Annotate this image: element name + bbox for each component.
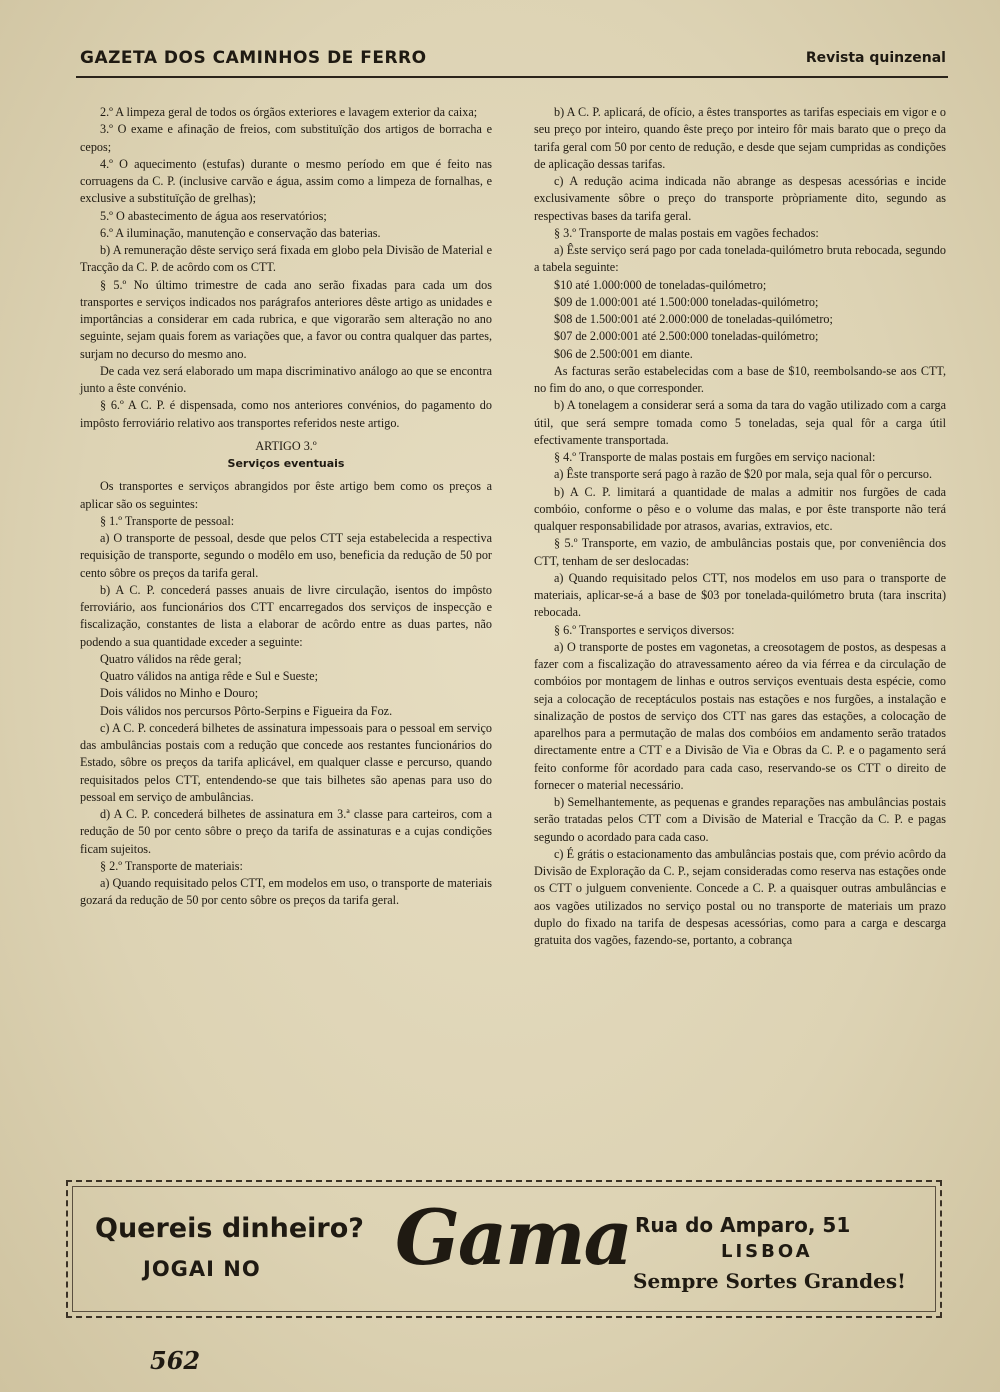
- paragraph: As facturas serão estabelecidas com a base de $10, reembolsando-se aos CTT, no fim do ano, o que corresponder.: [534, 363, 946, 395]
- paragraph: § 4.º Transporte de malas postais em furgões em serviço nacional:: [554, 450, 876, 464]
- page-header: [76, 46, 948, 78]
- paragraph: 3.º O exame e afinação de freios, com substituïção dos artigos de borracha e cepos;: [80, 122, 492, 154]
- ad-call-to-action: JOGAI NO: [143, 1257, 261, 1281]
- paragraph: b) A C. P. limitará a quantidade de malas a admitir nos furgões de cada combóio, conforme o pêso e o volume das malas, e por êste transporte não terá qualquer responsabilidade por atrasos, avarias, extravios, etc.: [534, 484, 946, 533]
- tariff-row: $09 de 1.000:001 até 1.500:000 toneladas-quilómetro;: [554, 294, 819, 309]
- paragraph: b) A remuneração dêste serviço será fixada em globo pela Divisão de Material e Tracção da C. P. de acôrdo com os CTT.: [80, 243, 492, 275]
- paragraph: a) Quando requisitado pelos CTT, em modelos em uso, o transporte de materiais gozará da redução de 50 por cento sôbre os preços da tarifa geral.: [80, 876, 492, 908]
- ad-slogan: Sempre Sortes Grandes!: [633, 1269, 906, 1293]
- publication-subtitle: Revista quinzenal: [805, 50, 946, 66]
- list-item: Dois válidos nos percursos Pôrto-Serpins e Figueira da Foz.: [100, 703, 393, 718]
- tariff-row: $08 de 1.500:001 até 2.000:000 de toneladas-quilómetro;: [554, 312, 833, 326]
- paragraph: 2.º A limpeza geral de todos os órgãos exteriores e lavagem exterior da caixa;: [100, 105, 478, 119]
- paragraph: b) Semelhantemente, as pequenas e grandes reparações nas ambulâncias postais serão tratadas pelos CTT com a Divisão de Material e Tracção da C. P. e pagas segundo o acordado para cada caso.: [534, 795, 946, 844]
- paragraph: Os transportes e serviços abrangidos por êste artigo bem como os preços a aplicar são os seguintes:: [80, 479, 492, 511]
- advertisement-inner-frame: [72, 1186, 936, 1312]
- publication-title: GAZETA DOS CAMINHOS DE FERRO: [80, 48, 427, 68]
- tariff-row: $07 de 2.000:001 até 2.500:000 toneladas-quilómetro;: [554, 329, 819, 344]
- section-heading: Serviços eventuais: [227, 457, 345, 470]
- list-item: Quatro válidos na rêde geral;: [100, 651, 242, 666]
- paragraph: 5.º O abastecimento de água aos reservatórios;: [100, 208, 327, 223]
- article-heading: ARTIGO 3.º: [255, 438, 317, 453]
- ad-city: LISBOA: [721, 1241, 813, 1262]
- paragraph: § 2.º Transporte de materiais:: [100, 858, 243, 873]
- list-item: Dois válidos no Minho e Douro;: [100, 686, 259, 701]
- paragraph: § 6.º Transportes e serviços diversos:: [554, 622, 735, 637]
- paragraph: b) A tonelagem a considerar será a soma da tara do vagão utilizado com a carga útil, que será sempre tomada como 5 toneladas, seja qual fôr a carga útil efectivamente transportada.: [534, 398, 946, 447]
- paragraph: a) Êste transporte será pago à razão de $20 por mala, seja qual fôr o percurso.: [554, 467, 932, 482]
- page-number: 562: [150, 1346, 201, 1375]
- paragraph: c) É grátis o estacionamento das ambulâncias postais que, com prévio acôrdo da Divisão de Exploração da C. P., sejam consideradas como reserva nas estações onde os CTT o julguem conveniente. Concede a C. P. a quaisquer outras ambulâncias e aos vagões utilizados no serviço postal ou no transporte de materiais um prazo duplo do fixado na tarifa de despesas acessórias, como para a carga e descarga gratuita dos vagões, fazendo-se, portanto, a cobrança: [534, 846, 946, 947]
- paragraph: § 5.º No último trimestre de cada ano serão fixadas para cada um dos transportes e serviços indicados nos parágrafos anteriores dêste artigo as unidades e importâncias a considerar em cada rubrica, e que vigorarão sem alteração no ano seguinte, sejam quais forem as variações que, a favor ou contra qualquer das partes, surjam no decurso do mesmo ano.: [80, 277, 492, 361]
- paragraph: a) O transporte de postes em vagonetas, a creosotagem de postos, as despesas a fazer com a fiscalização do atravessamento aéreo da via férrea e da circulação de combóios por montagem de linhas e outros serviços eventuais desta espécie, como seja a colocação de receptáculos postais nas estações e nos furgões, a instalação e sinalização de postos de serviço dos CTT nas gares das estações, a colocação de aparelhos para a permutação de malas dos combóios em andamento serão tratados directamente entre a CTT e a Divisão de Via e Obras da C. P. e o pagamento será feito conforme fôr acordado para cada caso, reservando-se os CTT o direito de fornecer o material necessário.: [534, 639, 946, 792]
- paragraph: a) Quando requisitado pelos CTT, nos modelos em uso para o transporte de materiais, aplicar-se-á a base de $03 por tonelada-quilómetro bruta (tara inscrita) rebocada.: [534, 570, 946, 620]
- paragraph: § 5.º Transporte, em vazio, de ambulâncias postais que, por conveniência dos CTT, tenham de ser deslocadas:: [534, 536, 946, 568]
- ad-logo: Gama: [395, 1193, 631, 1282]
- right-text-column: [534, 104, 946, 949]
- paragraph: 4.º O aquecimento (estufas) durante o mesmo período em que é feito nas corruagens da C. P. (inclusive carvão e água, assim como a limpeza de fornalhas, e exclusive a substituïção de grelhas);: [80, 156, 492, 206]
- paragraph: § 3.º Transporte de malas postais em vagões fechados:: [554, 225, 819, 240]
- paragraph: § 6.º A C. P. é dispensada, como nos anteriores convénios, do pagamento do impôsto ferroviário relativo aos transportes referidos neste artigo.: [80, 398, 492, 430]
- tariff-row: $06 de 2.500:001 em diante.: [554, 346, 693, 361]
- advertisement-box: [66, 1180, 942, 1318]
- ad-address: Rua do Amparo, 51: [635, 1213, 851, 1237]
- list-item: Quatro válidos na antiga rêde e Sul e Sueste;: [100, 669, 318, 683]
- paragraph: § 1.º Transporte de pessoal:: [100, 513, 235, 528]
- paragraph: De cada vez será elaborado um mapa discriminativo análogo ao que se encontra junto a êste convénio.: [80, 363, 492, 395]
- paragraph: c) A redução acima indicada não abrange as despesas acessórias e incide exclusivamente sôbre o preço do transporte pròpriamente dito, segundo as respectivas bases da tarifa geral.: [534, 174, 946, 223]
- ad-headline: Quereis dinheiro?: [95, 1213, 364, 1244]
- paragraph: 6.º A iluminação, manutenção e conservação das baterias.: [100, 225, 381, 240]
- paragraph: a) Êste serviço será pago por cada tonelada-quilómetro bruta rebocada, segundo a tabela seguinte:: [534, 243, 946, 275]
- paragraph: d) A C. P. concederá bilhetes de assinatura em 3.ª classe para carteiros, com a redução de 50 por cento sôbre o preço da tarifa de assinaturas e a cujas condições ficam sujeitos.: [80, 807, 492, 856]
- left-text-column: [80, 104, 492, 910]
- paragraph: c) A C. P. concederá bilhetes de assinatura impessoais para o pessoal em serviço das ambulâncias postais com a redução que concede aos restantes funcionários do Estado, sôbre os preços da tarifa aplicável, em qualquer classe e percurso, quando requisitados pelos CTT, entendendo-se que tais bilhetes são apenas para uso do pessoal em serviço de ambulâncias.: [80, 720, 492, 804]
- tariff-row: $10 até 1.000:000 de toneladas-quilómetro;: [554, 277, 767, 292]
- paragraph: b) A C. P. concederá passes anuais de livre circulação, isentos do impôsto ferroviário, aos funcionários dos CTT encarregados dos serviços de inspecção e fiscalização, constantes de lista a elaborar de acôrdo entre as duas partes, não podendo a sua quantidade exceder a seguinte:: [80, 582, 492, 649]
- paragraph: a) O transporte de pessoal, desde que pelos CTT seja estabelecida a respectiva requisição de transporte, segundo o modêlo em uso, beneficia da redução de 50 por cento sôbre os preços da tarifa geral.: [80, 531, 492, 580]
- paragraph: b) A C. P. aplicará, de ofício, a êstes transportes as tarifas especiais em vigor e o seu preço por inteiro, quando êste preço por inteiro fôr mais barato que o preço da tarifa geral com 50 por cento de redução, e desde que sejam cumpridas as condições de aplicação dessas tarifas.: [534, 105, 946, 171]
